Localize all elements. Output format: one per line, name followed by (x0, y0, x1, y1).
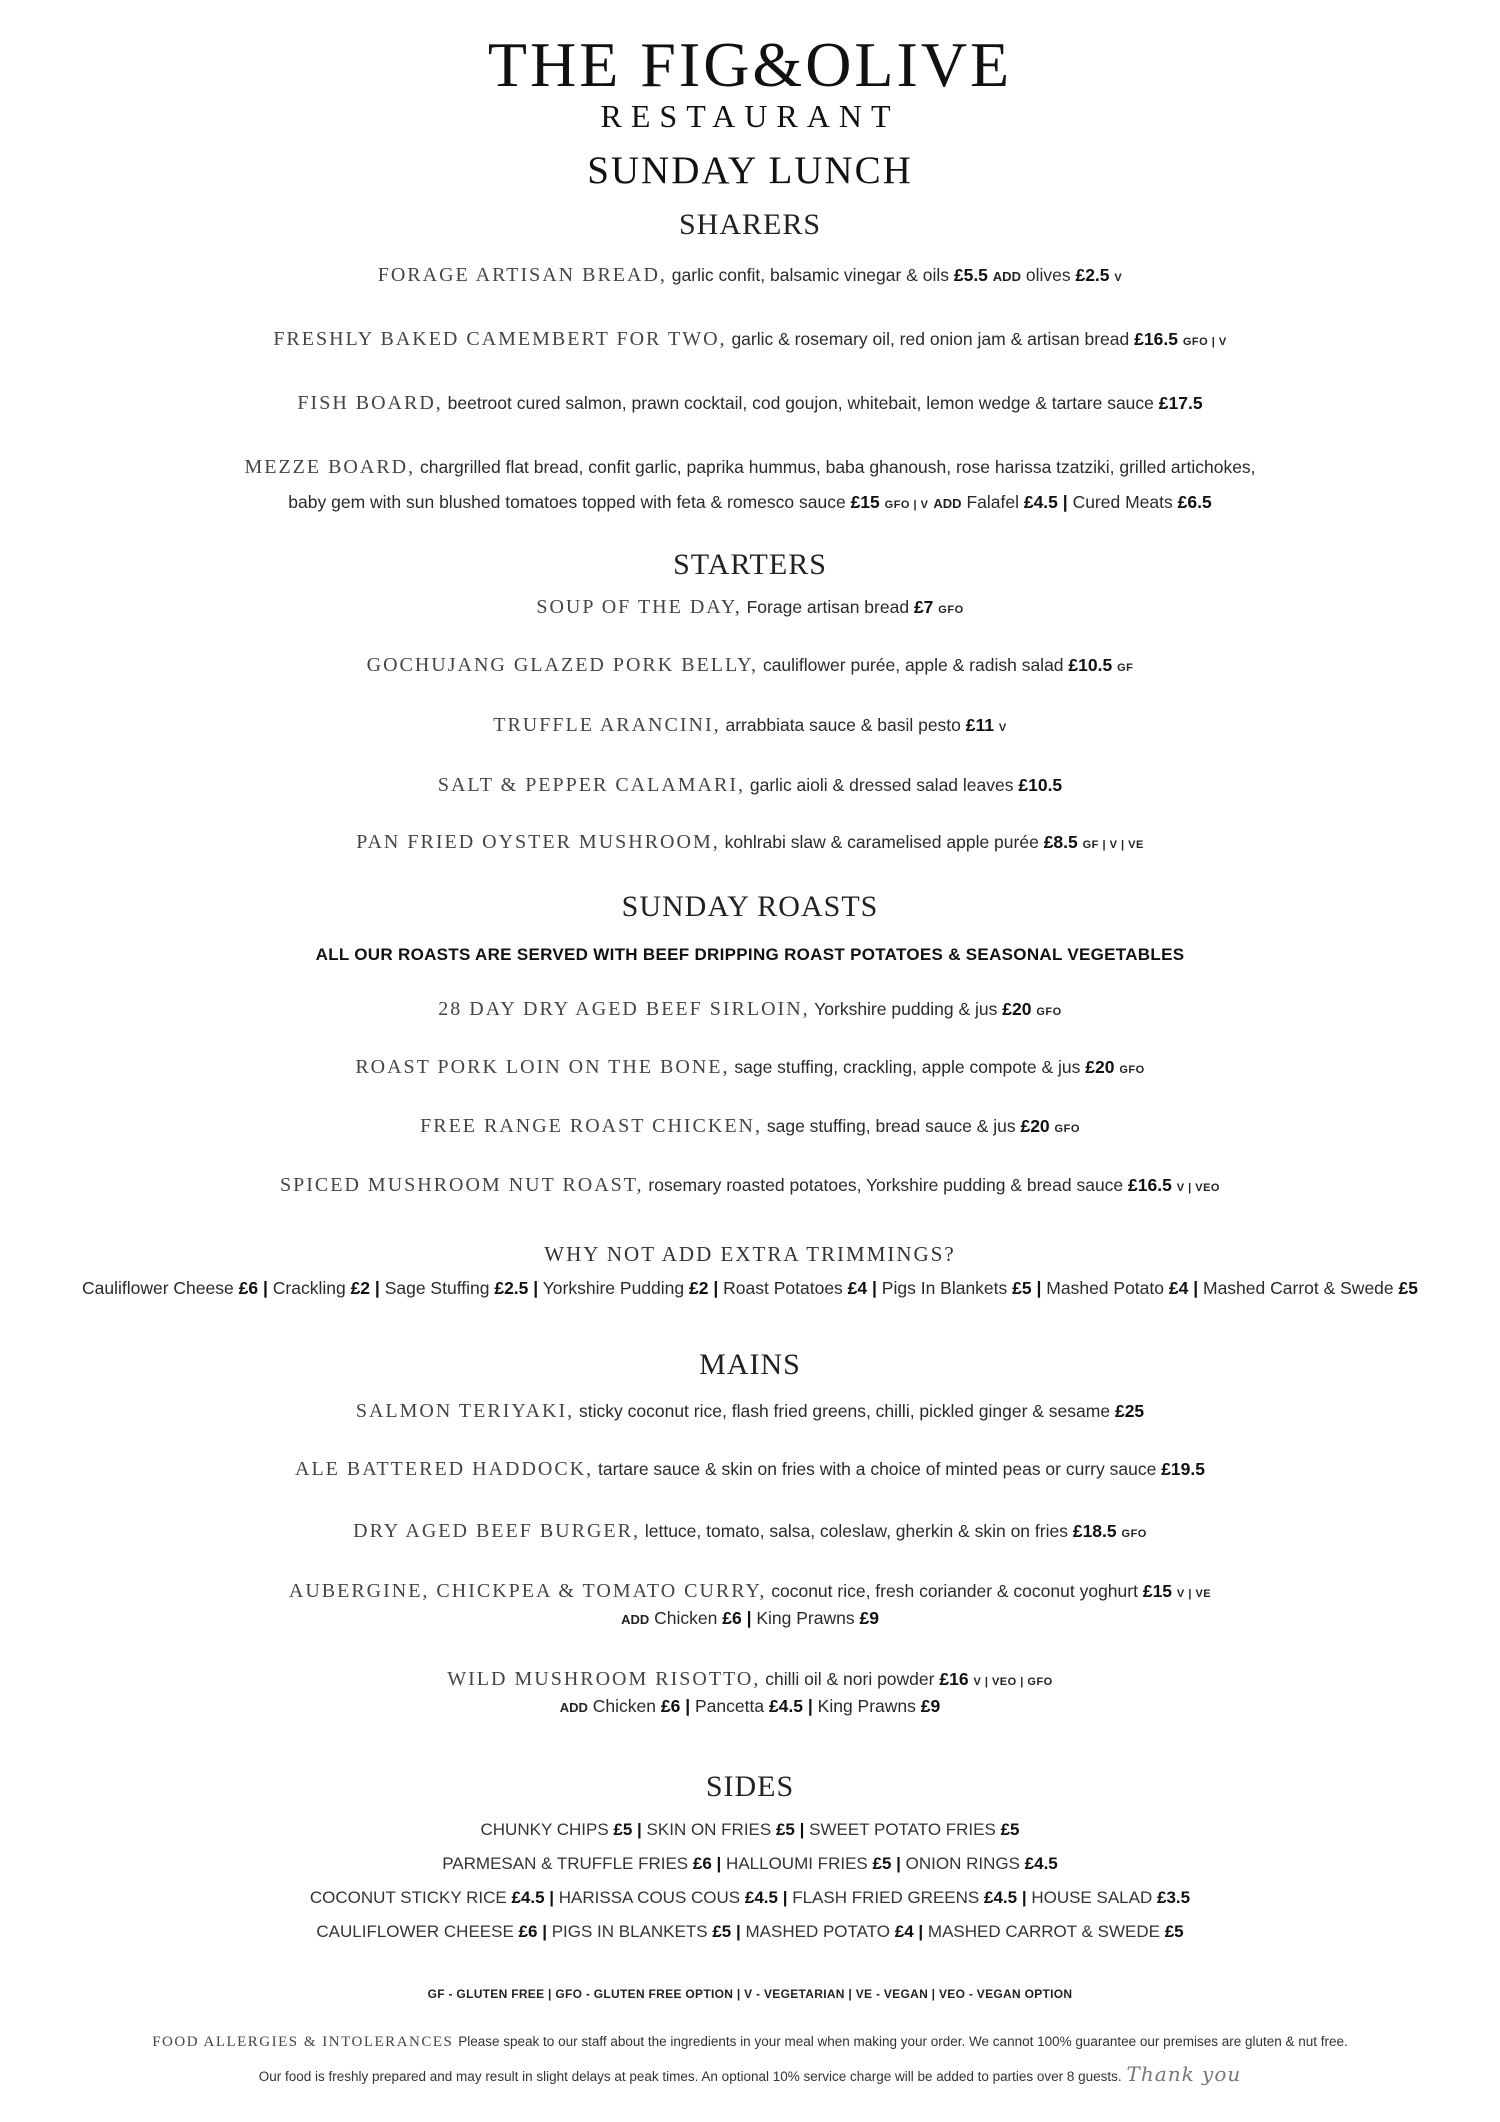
trimming-name: Cauliflower Cheese (82, 1278, 234, 1298)
side-price: £5 (1000, 1820, 1020, 1839)
dish-name: DRY AGED BEEF BURGER, (353, 1520, 640, 1542)
dish-name: GOCHUJANG GLAZED PORK BELLY, (366, 654, 759, 676)
allergy-text: Please speak to our staff about the ingredients in your meal when making your order. We cannot 100% guarantee our premises are gluten & nut free. (458, 2034, 1348, 2049)
side-price: £5 (1164, 1922, 1184, 1941)
service-notice (0, 2062, 1500, 2086)
dish-description: arrabbiata sauce & basil pesto (725, 715, 961, 735)
separator: | (533, 1278, 539, 1298)
side-name: SWEET POTATO FRIES (809, 1820, 996, 1839)
dietary-tags: V (1114, 272, 1123, 284)
dietary-tags: V (998, 722, 1007, 734)
dietary-tags: V | VEO (1176, 1182, 1220, 1194)
trimming-name: Sage Stuffing (384, 1278, 490, 1298)
separator: | (542, 1922, 547, 1941)
side-name: SKIN ON FRIES (646, 1820, 772, 1839)
dish-price: £18.5 (1072, 1521, 1117, 1541)
add-price: £4.5 (1023, 492, 1058, 512)
dish-name: SPICED MUSHROOM NUT ROAST, (280, 1174, 644, 1196)
menu-item-soup (0, 596, 1500, 619)
separator: | (918, 1922, 924, 1941)
add-item: King Prawns (817, 1696, 916, 1716)
add-price: £6.5 (1177, 492, 1212, 512)
separator: | (685, 1696, 691, 1716)
menu-item-forage-bread (0, 264, 1500, 287)
dish-price: £16 (939, 1669, 969, 1689)
dish-name: SOUP OF THE DAY, (536, 596, 742, 618)
side-price: £4.5 (1024, 1854, 1058, 1873)
dish-description: garlic aioli & dressed salad leaves (749, 775, 1014, 795)
thank-you-signature: Thank you (1126, 2062, 1242, 2086)
dish-description: garlic confit, balsamic vinegar & oils (671, 265, 949, 285)
separator: | (716, 1854, 722, 1873)
dish-name: FORAGE ARTISAN BREAD, (377, 264, 667, 286)
dish-name: SALMON TERIYAKI, (355, 1400, 575, 1422)
add-item: Pancetta (695, 1696, 765, 1716)
dietary-tags: GFO (1036, 1006, 1062, 1018)
menu-title: SUNDAY LUNCH (587, 149, 913, 192)
dish-price: £25 (1114, 1401, 1145, 1421)
menu-item-curry (0, 1580, 1500, 1603)
dish-name: WILD MUSHROOM RISOTTO, (447, 1668, 761, 1690)
side-name: PARMESAN & TRUFFLE FRIES (442, 1854, 689, 1873)
menu-item-salmon-teriyaki (0, 1400, 1500, 1423)
dish-name: ALE BATTERED HADDOCK, (295, 1458, 594, 1480)
dish-price: £19.5 (1161, 1459, 1205, 1479)
side-price: £4.5 (983, 1888, 1018, 1907)
dish-name: FREE RANGE ROAST CHICKEN, (420, 1115, 762, 1137)
menu-item-fish-board (0, 392, 1500, 415)
add-label: ADD (621, 1612, 650, 1627)
side-price: £4 (894, 1922, 914, 1941)
dish-name: MEZZE BOARD, (244, 456, 416, 478)
dish-name: ROAST PORK LOIN ON THE BONE, (355, 1056, 730, 1078)
separator: | (872, 1278, 877, 1298)
trimming-price: £2 (689, 1278, 709, 1298)
dish-description: sticky coconut rice, flash fried greens, chilli, pickled ginger & sesame (579, 1401, 1111, 1421)
trimming-name: Roast Potatoes (723, 1278, 843, 1298)
dish-description: sage stuffing, crackling, apple compote & jus (734, 1057, 1081, 1077)
dish-price: £16.5 (1128, 1175, 1172, 1195)
dietary-tags: V | VE (1176, 1588, 1212, 1600)
add-price: £2.5 (1075, 265, 1110, 285)
add-price: £9 (859, 1608, 879, 1628)
restaurant-subtitle: RESTAURANT (600, 98, 900, 134)
dish-description: coconut rice, fresh coriander & coconut yoghurt (771, 1581, 1138, 1601)
menu-item-calamari (0, 774, 1500, 797)
sides-row (0, 1888, 1500, 1908)
separator: | (549, 1888, 555, 1907)
separator: | (807, 1696, 813, 1716)
dish-description: kohlrabi slaw & caramelised apple purée (724, 832, 1039, 852)
side-price: £3.5 (1156, 1888, 1191, 1907)
trimming-name: Crackling (272, 1278, 346, 1298)
dietary-tags: GFO | V (884, 499, 929, 511)
dish-price: £5.5 (953, 265, 988, 285)
add-price: £6 (660, 1696, 681, 1716)
add-label: ADD (992, 269, 1021, 284)
dish-name: PAN FRIED OYSTER MUSHROOM, (356, 831, 720, 853)
dish-description: Yorkshire pudding & jus (814, 999, 998, 1019)
roasts-note-text: ALL OUR ROASTS ARE SERVED WITH BEEF DRIPPING ROAST POTATOES & SEASONAL VEGETABLES (315, 945, 1185, 964)
dietary-tags: GFO (1054, 1123, 1080, 1135)
side-price: £5 (872, 1854, 892, 1873)
add-item: King Prawns (756, 1608, 855, 1628)
trimming-price: £5 (1012, 1278, 1032, 1298)
dietary-tags: GFO (938, 604, 964, 616)
add-item: Chicken (654, 1608, 718, 1628)
dietary-tags: GF (1117, 662, 1134, 674)
dish-description: rosemary roasted potatoes, Yorkshire pudding & bread sauce (648, 1175, 1124, 1195)
dish-name: 28 DAY DRY AGED BEEF SIRLOIN, (438, 998, 810, 1020)
separator: | (1062, 492, 1068, 512)
allergy-notice (0, 2030, 1500, 2051)
add-item: Falafel (966, 492, 1019, 512)
dish-price: £17.5 (1158, 393, 1203, 413)
separator: | (262, 1278, 268, 1298)
trimming-price: £2 (350, 1278, 371, 1298)
risotto-add-ons (0, 1696, 1500, 1717)
side-name: HOUSE SALAD (1031, 1888, 1153, 1907)
dish-name: AUBERGINE, CHICKPEA & TOMATO CURRY, (288, 1580, 767, 1602)
separator: | (1193, 1278, 1199, 1298)
add-price: £9 (920, 1696, 941, 1716)
trimmings-heading (0, 1242, 1500, 1267)
menu-item-haddock (0, 1458, 1500, 1481)
side-price: £5 (613, 1820, 633, 1839)
sides-row (0, 1854, 1500, 1874)
dietary-tags: GF | V | VE (1082, 839, 1144, 851)
separator: | (1036, 1278, 1042, 1298)
dish-description: chargrilled flat bread, confit garlic, paprika hummus, baba ghanoush, rose harissa tzatziki, grilled artichokes, (419, 457, 1256, 477)
add-item: olives (1025, 265, 1071, 285)
trimming-price: £2.5 (494, 1278, 529, 1298)
dish-name: TRUFFLE ARANCINI, (493, 714, 721, 736)
dish-name: SALT & PEPPER CALAMARI, (437, 774, 745, 796)
separator: | (799, 1820, 805, 1839)
menu-item-roast-chicken (0, 1115, 1500, 1138)
dish-price: £15 (850, 492, 880, 512)
side-price: £5 (775, 1820, 795, 1839)
dish-description: sage stuffing, bread sauce & jus (766, 1116, 1016, 1136)
add-price: £6 (722, 1608, 742, 1628)
dish-name: FRESHLY BAKED CAMEMBERT FOR TWO, (273, 328, 727, 350)
dietary-legend (0, 1982, 1500, 2003)
trimming-name: Mashed Potato (1046, 1278, 1164, 1298)
sides-row (0, 1820, 1500, 1840)
dish-price: £7 (913, 597, 934, 617)
side-price: £4.5 (744, 1888, 778, 1907)
menu-item-mezze-board (0, 456, 1500, 479)
add-item: Chicken (592, 1696, 656, 1716)
add-item: Cured Meats (1072, 492, 1173, 512)
dish-price: £20 (1002, 999, 1032, 1019)
trimming-price: £6 (238, 1278, 259, 1298)
side-name: CHUNKY CHIPS (480, 1820, 609, 1839)
allergy-heading: FOOD ALLERGIES & INTOLERANCES (152, 2034, 454, 2050)
dish-price: £15 (1142, 1581, 1173, 1601)
side-name: MASHED POTATO (745, 1922, 891, 1941)
side-price: £6 (692, 1854, 712, 1873)
dish-description: beetroot cured salmon, prawn cocktail, cod goujon, whitebait, lemon wedge & tartare sauce (447, 393, 1154, 413)
menu-item-arancini (0, 714, 1500, 737)
separator: | (1021, 1888, 1027, 1907)
menu-item-beef-sirloin (0, 998, 1500, 1021)
dish-price: £20 (1085, 1057, 1115, 1077)
dish-price: £20 (1020, 1116, 1050, 1136)
menu-item-beef-burger (0, 1520, 1500, 1543)
trimming-name: Mashed Carrot & Swede (1203, 1278, 1394, 1298)
menu-item-risotto (0, 1668, 1500, 1691)
separator: | (896, 1854, 901, 1873)
dish-description: baby gem with sun blushed tomatoes topped with feta & romesco sauce (288, 492, 846, 512)
side-price: £6 (518, 1922, 538, 1941)
trimming-name: Pigs In Blankets (881, 1278, 1008, 1298)
side-name: COCONUT STICKY RICE (309, 1888, 507, 1907)
trimming-price: £4 (847, 1278, 868, 1298)
trimming-price: £4 (1168, 1278, 1189, 1298)
dish-description: cauliflower purée, apple & radish salad (762, 655, 1064, 675)
service-text: Our food is freshly prepared and may result in slight delays at peak times. An optional 10% service charge will be added to parties over 8 guests. (258, 2069, 1122, 2084)
dietary-legend-text: GF - GLUTEN FREE | GFO - GLUTEN FREE OPTION | V - VEGETARIAN | VE - VEGAN | VEO - VEGAN OPTION (427, 1987, 1073, 2001)
dish-name: FISH BOARD, (297, 392, 443, 414)
section-heading-starters: STARTERS (673, 548, 827, 581)
trimmings-list (0, 1278, 1500, 1299)
separator: | (746, 1608, 752, 1628)
side-name: MASHED CARROT & SWEDE (927, 1922, 1160, 1941)
trimmings-heading-text: WHY NOT ADD EXTRA TRIMMINGS? (544, 1242, 956, 1266)
menu-item-nut-roast (0, 1174, 1500, 1197)
sides-row (0, 1922, 1500, 1942)
curry-add-ons (0, 1608, 1500, 1629)
dietary-tags: V | VEO | GFO (973, 1676, 1053, 1688)
dish-description: lettuce, tomato, salsa, coleslaw, gherkin & skin on fries (644, 1521, 1068, 1541)
dish-price: £16.5 (1134, 329, 1178, 349)
side-name: HALLOUMI FRIES (726, 1854, 868, 1873)
dish-description: tartare sauce & skin on fries with a choice of minted peas or curry sauce (597, 1459, 1157, 1479)
separator: | (782, 1888, 788, 1907)
side-price: £5 (712, 1922, 732, 1941)
dish-description: chilli oil & nori powder (765, 1669, 935, 1689)
roasts-note (0, 944, 1500, 965)
separator: | (713, 1278, 719, 1298)
section-heading-sharers: SHARERS (678, 208, 822, 241)
separator: | (735, 1922, 741, 1941)
separator: | (374, 1278, 380, 1298)
dish-price: £11 (965, 715, 995, 735)
dish-price: £10.5 (1068, 655, 1113, 675)
section-heading-roasts: SUNDAY ROASTS (621, 890, 879, 923)
side-name: PIGS IN BLANKETS (551, 1922, 708, 1941)
add-label: ADD (559, 1700, 588, 1715)
menu-item-pork-loin (0, 1056, 1500, 1079)
trimming-name: Yorkshire Pudding (542, 1278, 685, 1298)
menu-item-camembert (0, 328, 1500, 351)
menu-item-mezze-board-continued (0, 492, 1500, 513)
add-label: ADD (933, 496, 962, 511)
menu-item-pork-belly (0, 654, 1500, 677)
dietary-tags: GFO (1119, 1064, 1145, 1076)
side-name: CAULIFLOWER CHEESE (316, 1922, 514, 1941)
menu-item-oyster-mushroom (0, 831, 1500, 854)
side-name: FLASH FRIED GREENS (792, 1888, 980, 1907)
restaurant-logo: THE FIG&OLIVE (487, 29, 1013, 100)
section-heading-sides: SIDES (705, 1770, 795, 1803)
dish-description: garlic & rosemary oil, red onion jam & artisan bread (731, 329, 1130, 349)
trimming-price: £5 (1398, 1278, 1418, 1298)
side-price: £4.5 (511, 1888, 545, 1907)
side-name: ONION RINGS (905, 1854, 1020, 1873)
dish-price: £10.5 (1018, 775, 1063, 795)
separator: | (637, 1820, 642, 1839)
dish-description: Forage artisan bread (746, 597, 910, 617)
side-name: HARISSA COUS COUS (558, 1888, 741, 1907)
dietary-tags: GFO | V (1182, 336, 1227, 348)
dietary-tags: GFO (1121, 1528, 1147, 1540)
section-heading-mains: MAINS (699, 1348, 801, 1381)
add-price: £4.5 (768, 1696, 804, 1716)
dish-price: £8.5 (1043, 832, 1078, 852)
